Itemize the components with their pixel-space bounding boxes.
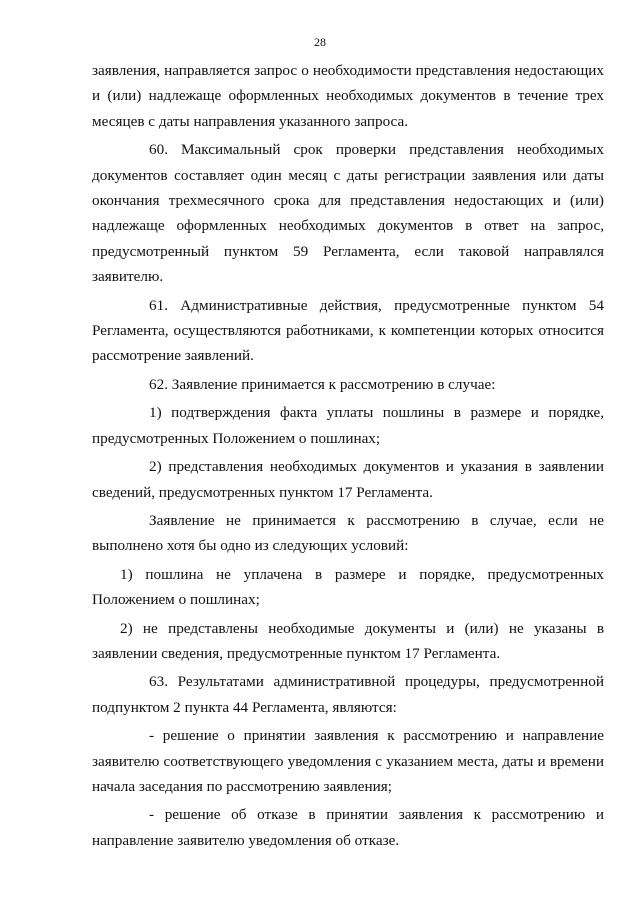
paragraph-62-item-1: 1) подтверждения факта уплаты пошлины в размере и порядке, предусмотренных Положением о пошлинах; [92, 404, 604, 447]
paragraph-60: 60. Максимальный срок проверки представления необходимых документов составляет один месяц с даты регистрации заявления или даты окончания трехмесячного срока для представления недостающих и (или) надлежаще оформленных необходимых документов в ответ на запрос, предусмотренный пунктом 59 Регламента, если таковой направлялся заявителю. [92, 141, 604, 286]
document-body [92, 58, 604, 853]
paragraph-63-result-2: - решение об отказе в принятии заявления к рассмотрению и направление заявителю уведомления об отказе. [92, 806, 604, 849]
paragraph-61: 61. Административные действия, предусмотренные пунктом 54 Регламента, осуществляются работниками, к компетенции которых относится рассмотрение заявлений. [92, 296, 604, 365]
paragraph-rejection-item-2: 2) не представлены необходимые документы и (или) не указаны в заявлении сведения, предусмотренные пунктом 17 Регламента. [92, 619, 604, 662]
paragraph-continuation: заявления, направляется запрос о необходимости представления недостающих и (или) надлежаще оформленных необходимых документов в течение трех месяцев с даты направления указанного запроса. [92, 62, 604, 130]
paragraph-rejection-intro: Заявление не принимается к рассмотрению в случае, если не выполнено хотя бы одно из следующих условий: [92, 511, 604, 555]
paragraph-rejection-item-1: 1) пошлина не уплачена в размере и порядке, предусмотренных Положением о пошлинах; [92, 565, 604, 609]
paragraph-62-item-2: 2) представления необходимых документов и указания в заявлении сведений, предусмотренных пунктом 17 Регламента. [92, 458, 604, 501]
paragraph-62: 62. Заявление принимается к рассмотрению в случае: [149, 375, 496, 393]
paragraph-63: 63. Результатами административной процедуры, предусмотренной подпунктом 2 пункта 44 Регламента, являются: [92, 673, 604, 716]
page-number: 28 [314, 35, 326, 49]
paragraph-63-result-1: - решение о принятии заявления к рассмотрению и направление заявителю соответствующего уведомления с указанием места, даты и времени начала заседания по рассмотрению заявления; [92, 727, 604, 795]
